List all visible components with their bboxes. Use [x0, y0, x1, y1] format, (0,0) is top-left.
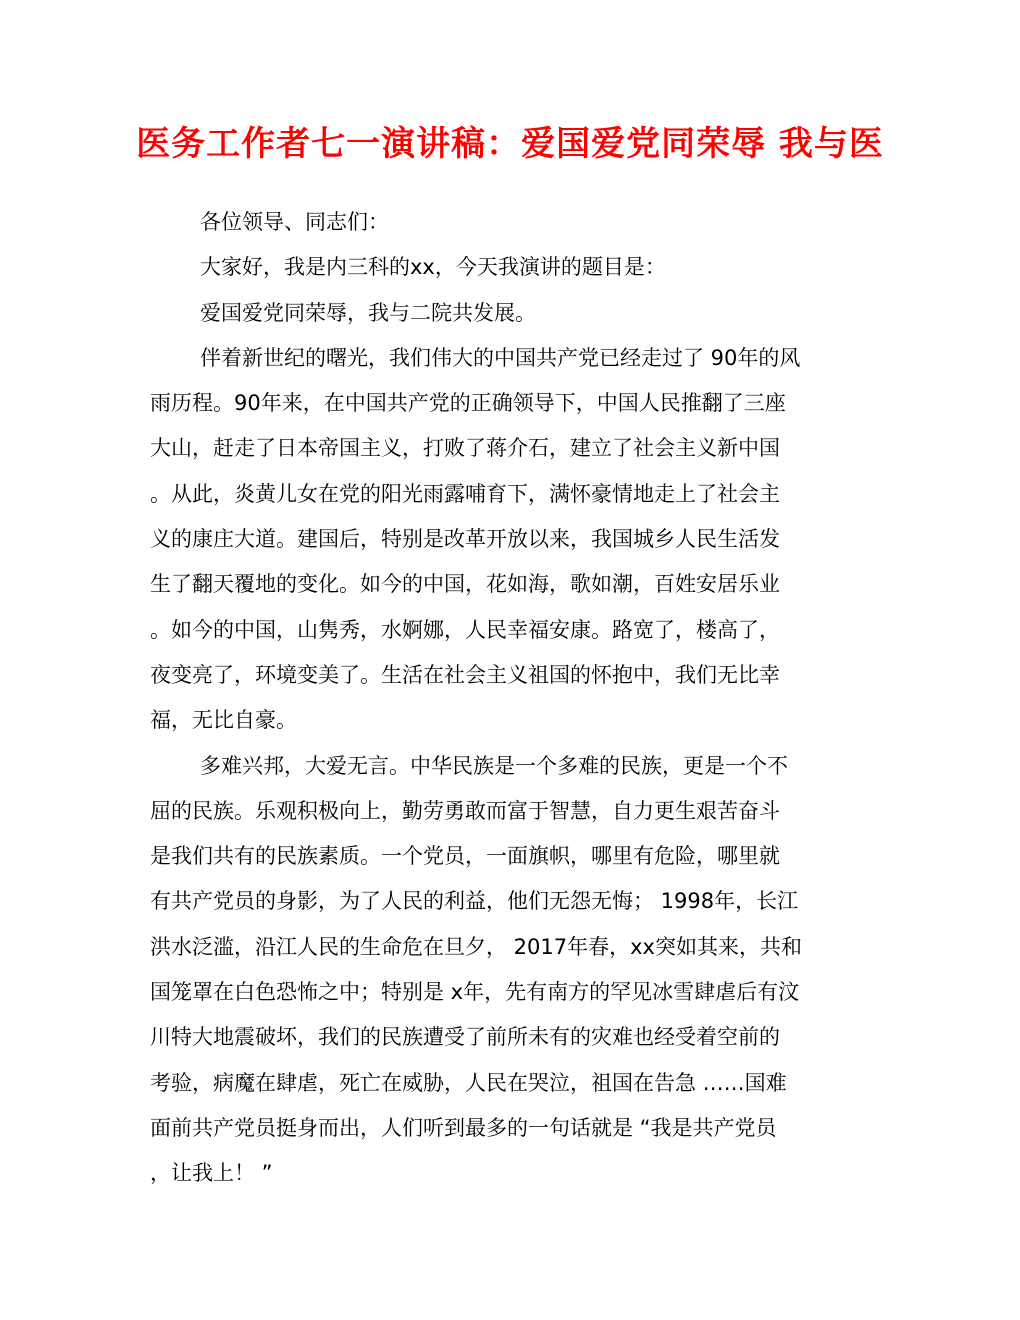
- text-line: 夜变亮了，环境变美了。生活在社会主义祖国的怀抱中，我们无比幸: [150, 662, 780, 687]
- text-line: 多难兴邦，大爱无言。中华民族是一个多难的民族，更是一个不: [200, 753, 788, 778]
- text-line: 洪水泛滥，沿江人民的生命危在旦夕， 2017年春，xx突如其来，共和: [150, 934, 802, 959]
- text-line: 伴着新世纪的曙光，我们伟大的中国共产党已经走过了 90年的风: [200, 345, 801, 370]
- text-line: 考验，病魔在肆虐，死亡在威胁，人民在哭泣，祖国在告急 ……国难: [150, 1070, 787, 1095]
- text-line: 爱国爱党同荣辱，我与二院共发展。: [200, 300, 536, 325]
- text-line: 大家好，我是内三科的xx，今天我演讲的题目是：: [200, 255, 666, 280]
- text-line: 是我们共有的民族素质。一个党员，一面旗帜，哪里有危险，哪里就: [150, 844, 780, 869]
- document-body: [150, 200, 860, 1197]
- text-line: 川特大地震破坏，我们的民族遭受了前所未有的灾难也经受着空前的: [150, 1025, 780, 1050]
- text-line: 国笼罩在白色恐怖之中；特别是 x年，先有南方的罕见冰雪肆虐后有汶: [150, 980, 800, 1005]
- text-line: 屈的民族。乐观积极向上，勤劳勇敢而富于智慧，自力更生艰苦奋斗: [150, 798, 780, 823]
- text-line: 有共产党员的身影，为了人民的利益，他们无怨无悔； 1998年，长江: [150, 889, 799, 914]
- text-line: 大山，赶走了日本帝国主义，打败了蒋介石，建立了社会主义新中国: [150, 436, 780, 461]
- text-line: 。从此，炎黄儿女在党的阳光雨露哺育下，满怀豪情地走上了社会主: [150, 481, 780, 506]
- text-line: 。如今的中国，山隽秀，水婀娜，人民幸福安康。路宽了，楼高了，: [150, 617, 780, 642]
- text-line: 义的康庄大道。建国后，特别是改革开放以来，我国城乡人民生活发: [150, 527, 780, 552]
- text-line: 各位领导、同志们：: [200, 210, 389, 234]
- text-line: 生了翻天覆地的变化。如今的中国，花如海，歌如潮，百姓安居乐业: [150, 572, 780, 597]
- text-line: 面前共产党员挺身而出，人们听到最多的一句话就是 “我是共产党员: [150, 1115, 777, 1140]
- text-line: ，让我上！ ”: [150, 1161, 273, 1186]
- text-line: 雨历程。90年来，在中国共产党的正确领导下，中国人民推翻了三座: [150, 391, 786, 416]
- document-title: 医务工作者七一演讲稿：爱国爱党同荣辱 我与医: [136, 124, 884, 164]
- text-line: 福，无比自豪。: [150, 708, 297, 733]
